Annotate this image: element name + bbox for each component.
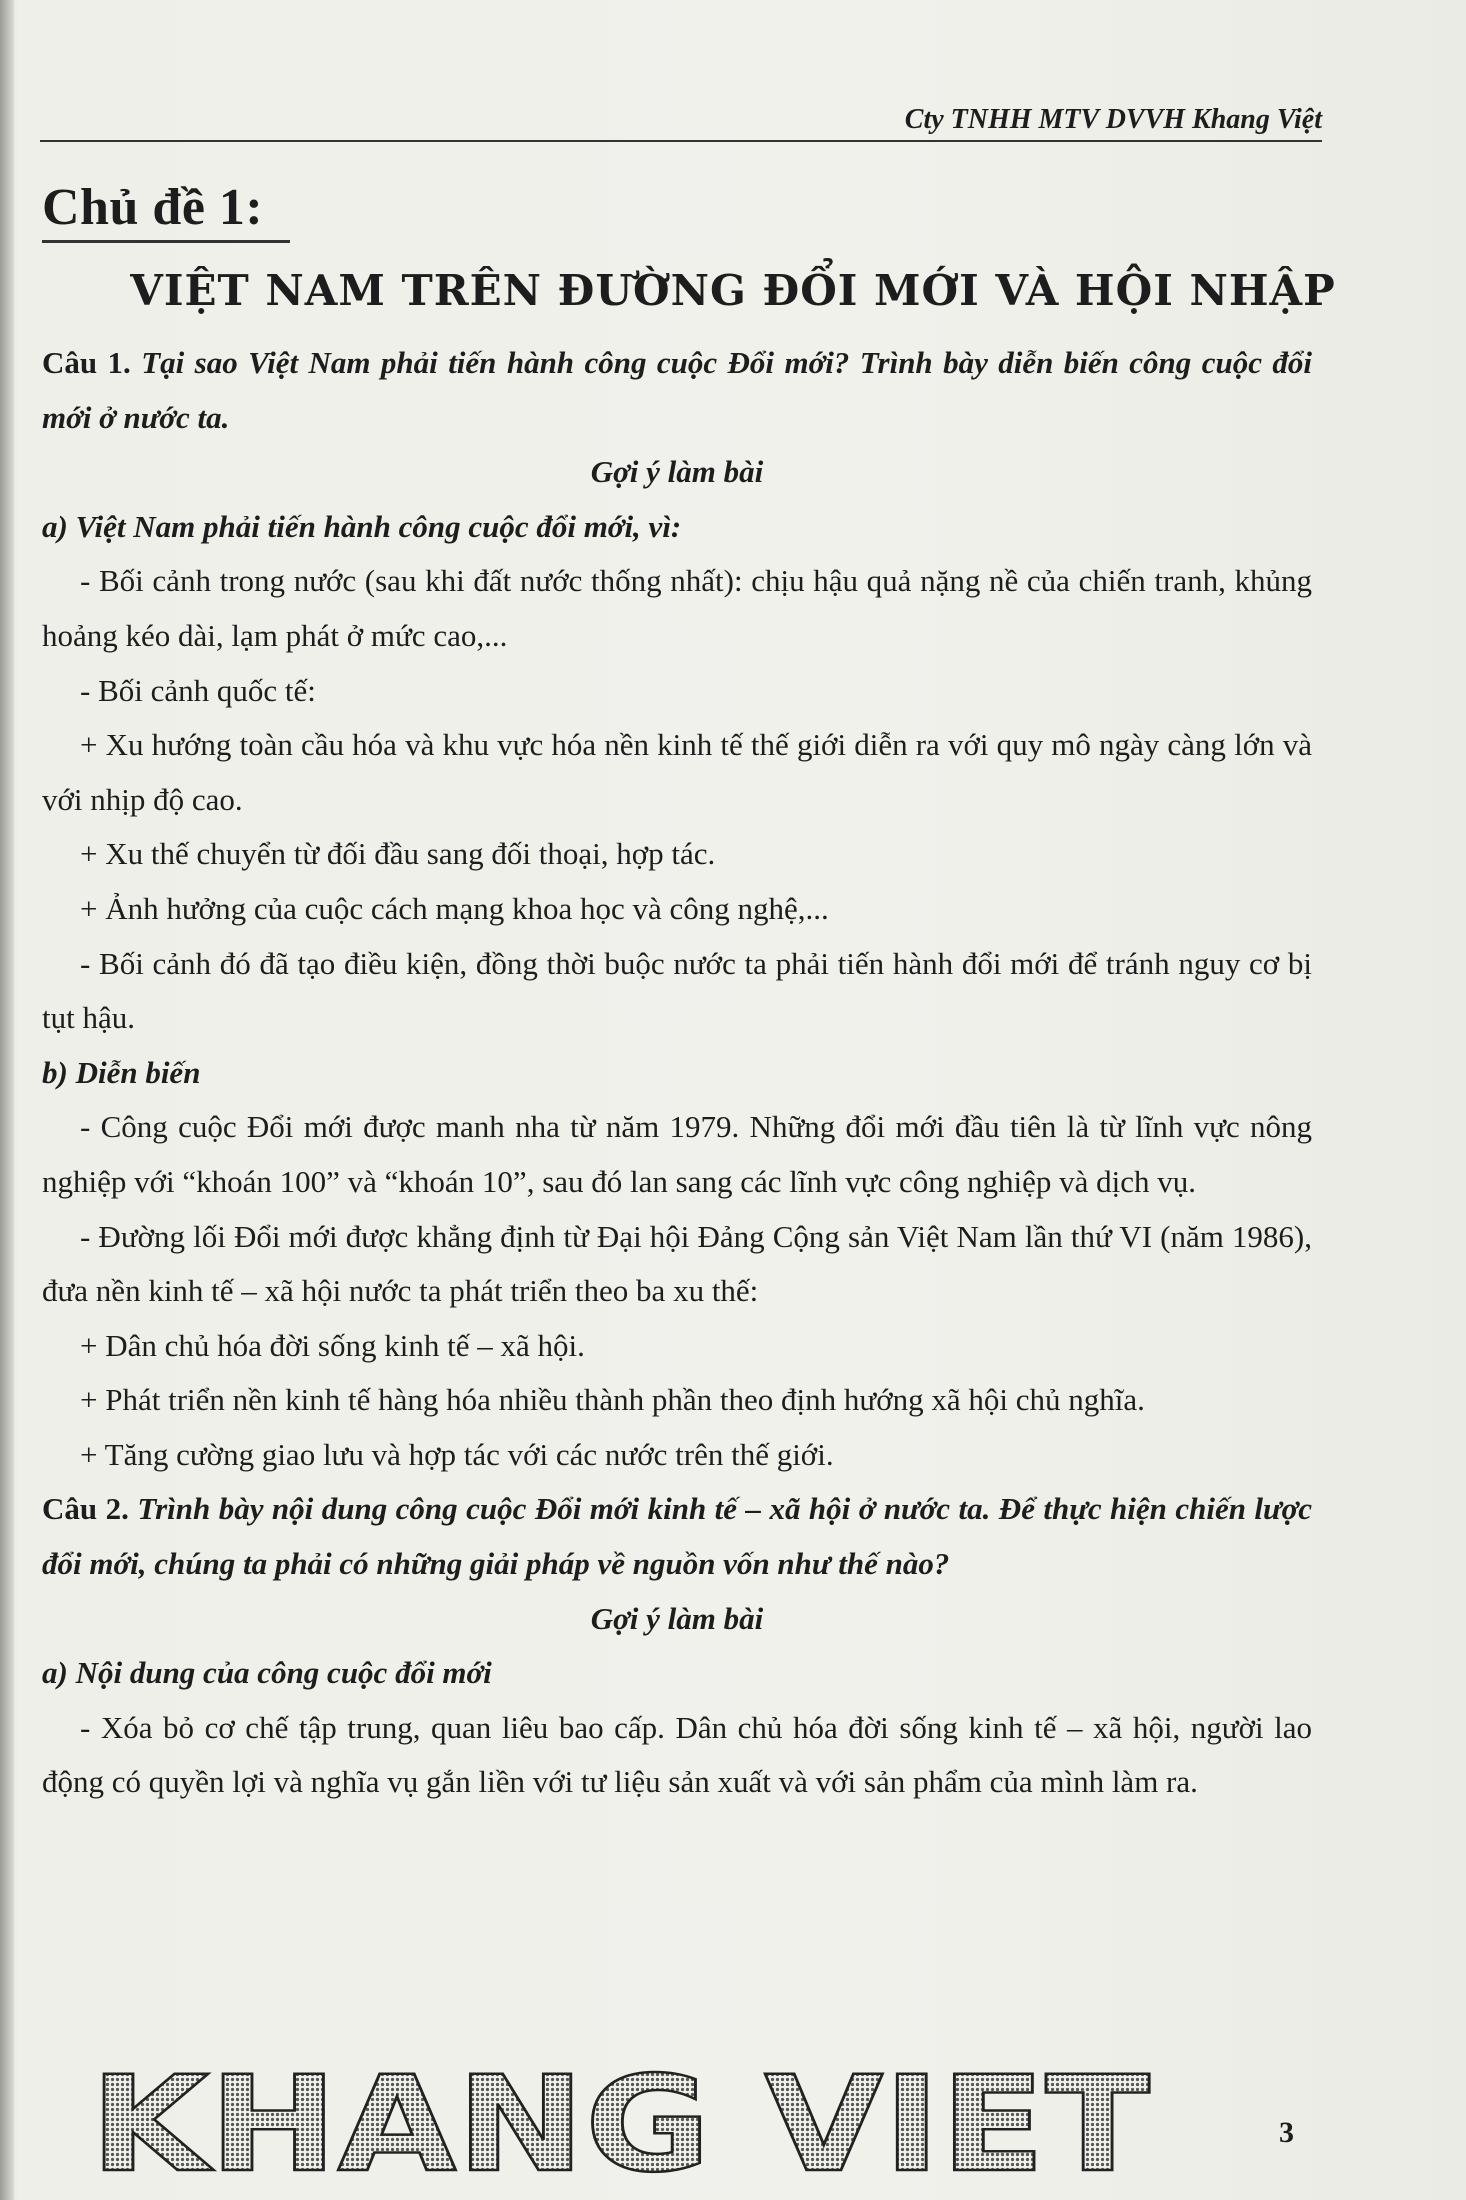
topic-label: Chủ đề 1: — [42, 179, 264, 236]
paragraph: - Xóa bỏ cơ chế tập trung, quan liêu bao cấp. Dân chủ hóa đời sống kinh tế – xã hội, người lao động có quyền lợi và nghĩa vụ gắn liền với tư liệu sản xuất và với sản phẩm của mình làm ra. — [42, 1709, 1312, 1800]
paragraph: - Bối cảnh đó đã tạo điều kiện, đồng thời buộc nước ta phải tiến hành đổi mới để tránh nguy cơ bị tụt hậu. — [42, 945, 1312, 1036]
paragraph: + Xu thế chuyển từ đối đầu sang đối thoại, hợp tác. — [80, 836, 716, 872]
page-body — [42, 336, 1312, 1810]
publisher-name: Cty TNHH MTV DVVH Khang Việt — [904, 104, 1322, 135]
page-number: 3 — [1279, 2116, 1294, 2149]
question-1-hint-heading: Gợi ý làm bài — [590, 454, 764, 490]
paragraph: + Phát triển nền kinh tế hàng hóa nhiều thành phần theo định hướng xã hội chủ nghĩa. — [80, 1382, 1145, 1418]
topic-title: VIỆT NAM TRÊN ĐƯỜNG ĐỔI MỚI VÀ HỘI NHẬP — [130, 266, 1336, 315]
question-2-hint-heading: Gợi ý làm bài — [590, 1600, 764, 1636]
paragraph: - Bối cảnh trong nước (sau khi đất nước thống nhất): chịu hậu quả nặng nề của chiến tranh, khủng hoảng kéo dài, lạm phát ở mức cao,... — [42, 563, 1312, 653]
question-2-label: Câu 2. — [42, 1491, 129, 1527]
question-1-part-a-heading: a) Việt Nam phải tiến hành công cuộc đổi mới, vì: — [42, 508, 682, 544]
paragraph: - Công cuộc Đổi mới được manh nha từ năm 1979. Những đổi mới đầu tiên là từ lĩnh vực nông nghiệp với “khoán 100” và “khoán 10”, sau đó lan sang các lĩnh vực công nghiệp và dịch vụ. — [42, 1109, 1312, 1199]
paragraph: + Xu hướng toàn cầu hóa và khu vực hóa nền kinh tế thế giới diễn ra với quy mô ngày càng lớn và với nhịp độ cao. — [42, 727, 1312, 817]
paragraph: + Dân chủ hóa đời sống kinh tế – xã hội. — [80, 1327, 585, 1363]
paragraph: + Tăng cường giao lưu và hợp tác với các nước trên thế giới. — [80, 1436, 834, 1472]
paragraph: - Đường lối Đổi mới được khẳng định từ Đại hội Đảng Cộng sản Việt Nam lần thứ VI (năm 1986), đưa nền kinh tế – xã hội nước ta phát triển theo ba xu thế: — [42, 1218, 1312, 1309]
paragraph: + Ảnh hưởng của cuộc cách mạng khoa học và công nghệ,... — [80, 890, 829, 926]
paragraph: - Bối cảnh quốc tế: — [80, 672, 316, 708]
question-1-part-b-heading: b) Diễn biến — [42, 1054, 201, 1090]
question-2-part-a-heading: a) Nội dung của công cuộc đổi mới — [42, 1655, 492, 1691]
page-binding-shadow — [0, 0, 14, 2200]
khang-viet-logo — [90, 2062, 1270, 2182]
question-1-text: Tại sao Việt Nam phải tiến hành công cuộc Đổi mới? Trình bày diễn biến công cuộc đổi mới ở nước ta. — [42, 345, 1312, 435]
question-2-text: Trình bày nội dung công cuộc Đổi mới kinh tế – xã hội ở nước ta. Để thực hiện chiến lược đổi mới, chúng ta phải có những giải pháp về nguồn vốn như thế nào? — [42, 1491, 1313, 1582]
question-1-label: Câu 1. — [42, 345, 131, 380]
question-1 — [42, 336, 1312, 445]
topic-underline — [42, 240, 290, 243]
question-2 — [42, 1482, 1312, 1591]
svg-text:KHANG VIET: KHANG VIET — [90, 2062, 1150, 2182]
running-header — [40, 100, 1322, 142]
